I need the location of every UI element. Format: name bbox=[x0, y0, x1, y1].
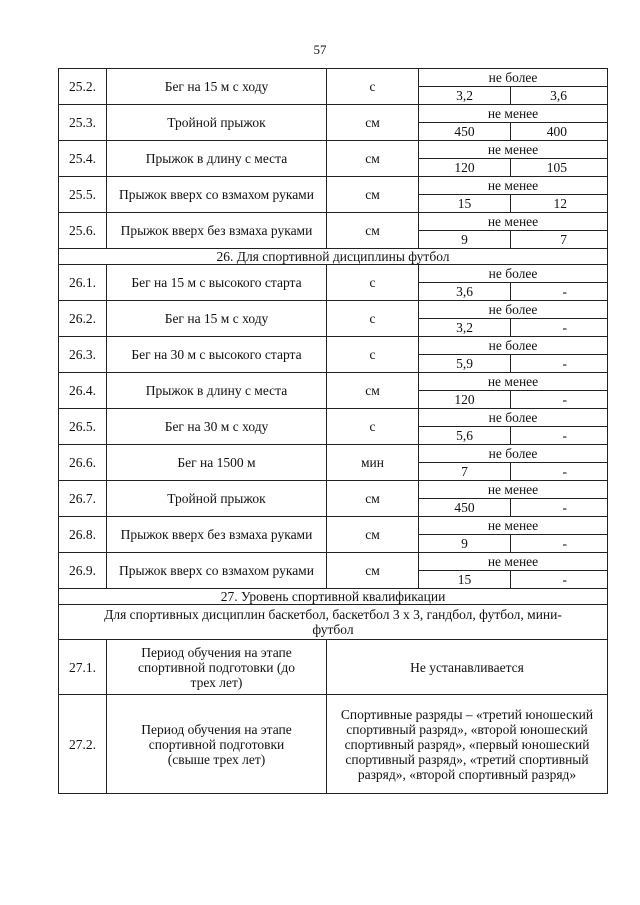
row-unit: см bbox=[327, 373, 419, 409]
row-unit: с bbox=[327, 265, 419, 301]
value-2: 12 bbox=[511, 195, 608, 213]
row-name: Бег на 30 м с ходу bbox=[107, 409, 327, 445]
row-unit: см bbox=[327, 213, 419, 249]
table-section-26-header bbox=[59, 249, 608, 265]
value-2: 7 bbox=[511, 231, 608, 249]
row-name: Прыжок вверх со взмахом руками bbox=[107, 553, 327, 589]
row-unit: см bbox=[327, 553, 419, 589]
value-2: - bbox=[511, 535, 608, 553]
value-1: 5,6 bbox=[419, 427, 511, 445]
page-number: 57 bbox=[313, 42, 327, 57]
row-name: Тройной прыжок bbox=[107, 481, 327, 517]
row-num: 25.2. bbox=[59, 69, 107, 105]
row-name: Период обучения на этапе спортивной подготовки (свыше трех лет) bbox=[107, 695, 327, 794]
section-title-27: 27. Уровень спортивной квалификации bbox=[59, 589, 608, 605]
row-num: 26.7. bbox=[59, 481, 107, 517]
norm-label: не менее bbox=[419, 177, 608, 195]
value-2: - bbox=[511, 463, 608, 481]
value-2: 105 bbox=[511, 159, 608, 177]
value-2: - bbox=[511, 355, 608, 373]
row-num: 27.1. bbox=[59, 640, 107, 695]
row-num: 25.3. bbox=[59, 105, 107, 141]
row-unit: см bbox=[327, 177, 419, 213]
row-name: Прыжок в длину с места bbox=[107, 141, 327, 177]
value-2: - bbox=[511, 571, 608, 589]
norm-label: не менее bbox=[419, 105, 608, 123]
row-unit: см bbox=[327, 517, 419, 553]
standards-table-wrapper bbox=[58, 68, 607, 794]
value-2: 3,6 bbox=[511, 87, 608, 105]
norm-label: не более bbox=[419, 337, 608, 355]
row-num: 26.6. bbox=[59, 445, 107, 481]
row-unit: мин bbox=[327, 445, 419, 481]
row-unit: см bbox=[327, 105, 419, 141]
row-name: Бег на 15 м с ходу bbox=[107, 69, 327, 105]
row-value: Спортивные разряды – «третий юношеский спортивный разряд», «второй юношеский спортивный разряд», «первый юношеский спортивный разряд», «третий спортивный разряд», «второй спортивный разряд» bbox=[327, 695, 608, 794]
row-value: Не устанавливается bbox=[327, 640, 608, 695]
value-2: - bbox=[511, 283, 608, 301]
value-1: 9 bbox=[419, 535, 511, 553]
value-1: 3,2 bbox=[419, 319, 511, 337]
row-name: Прыжок в длину с места bbox=[107, 373, 327, 409]
row-name: Бег на 15 м с ходу bbox=[107, 301, 327, 337]
value-1: 7 bbox=[419, 463, 511, 481]
row-num: 27.2. bbox=[59, 695, 107, 794]
value-1: 15 bbox=[419, 571, 511, 589]
value-1: 3,2 bbox=[419, 87, 511, 105]
table-body-section-26 bbox=[59, 265, 608, 589]
row-name: Бег на 30 м с высокого старта bbox=[107, 337, 327, 373]
value-1: 120 bbox=[419, 391, 511, 409]
row-name: Тройной прыжок bbox=[107, 105, 327, 141]
row-name: Прыжок вверх без взмаха руками bbox=[107, 213, 327, 249]
value-2: 400 bbox=[511, 123, 608, 141]
row-unit: с bbox=[327, 69, 419, 105]
norm-label: не более bbox=[419, 445, 608, 463]
norm-label: не менее bbox=[419, 553, 608, 571]
row-num: 26.1. bbox=[59, 265, 107, 301]
row-num: 26.4. bbox=[59, 373, 107, 409]
norm-label: не менее bbox=[419, 517, 608, 535]
standards-table bbox=[58, 68, 608, 794]
row-num: 26.8. bbox=[59, 517, 107, 553]
row-num: 26.5. bbox=[59, 409, 107, 445]
row-num: 26.3. bbox=[59, 337, 107, 373]
norm-label: не более bbox=[419, 409, 608, 427]
norm-label: не более bbox=[419, 301, 608, 319]
value-2: - bbox=[511, 499, 608, 517]
row-unit: с bbox=[327, 301, 419, 337]
row-num: 25.4. bbox=[59, 141, 107, 177]
norm-label: не менее bbox=[419, 373, 608, 391]
value-2: - bbox=[511, 427, 608, 445]
value-2: - bbox=[511, 391, 608, 409]
row-num: 25.5. bbox=[59, 177, 107, 213]
row-num: 25.6. bbox=[59, 213, 107, 249]
row-name: Бег на 1500 м bbox=[107, 445, 327, 481]
row-num: 26.2. bbox=[59, 301, 107, 337]
value-1: 5,9 bbox=[419, 355, 511, 373]
row-num: 26.9. bbox=[59, 553, 107, 589]
value-1: 120 bbox=[419, 159, 511, 177]
value-1: 3,6 bbox=[419, 283, 511, 301]
row-name: Прыжок вверх со взмахом руками bbox=[107, 177, 327, 213]
row-unit: см bbox=[327, 481, 419, 517]
value-2: - bbox=[511, 319, 608, 337]
value-1: 9 bbox=[419, 231, 511, 249]
section-title-26: 26. Для спортивной дисциплины футбол bbox=[59, 249, 608, 265]
value-1: 450 bbox=[419, 123, 511, 141]
norm-label: не более bbox=[419, 69, 608, 87]
row-name: Период обучения на этапе спортивной подготовки (до трех лет) bbox=[107, 640, 327, 695]
value-1: 450 bbox=[419, 499, 511, 517]
row-name: Бег на 15 м с высокого старта bbox=[107, 265, 327, 301]
table-body-section-25 bbox=[59, 69, 608, 249]
value-1: 15 bbox=[419, 195, 511, 213]
disciplines-27: Для спортивных дисциплин баскетбол, баскетбол 3 х 3, гандбол, футбол, мини-футбол bbox=[59, 605, 608, 640]
norm-label: не менее bbox=[419, 481, 608, 499]
row-name: Прыжок вверх без взмаха руками bbox=[107, 517, 327, 553]
norm-label: не более bbox=[419, 265, 608, 283]
row-unit: с bbox=[327, 337, 419, 373]
row-unit: см bbox=[327, 141, 419, 177]
norm-label: не менее bbox=[419, 141, 608, 159]
norm-label: не менее bbox=[419, 213, 608, 231]
row-unit: с bbox=[327, 409, 419, 445]
table-section-27 bbox=[59, 589, 608, 794]
